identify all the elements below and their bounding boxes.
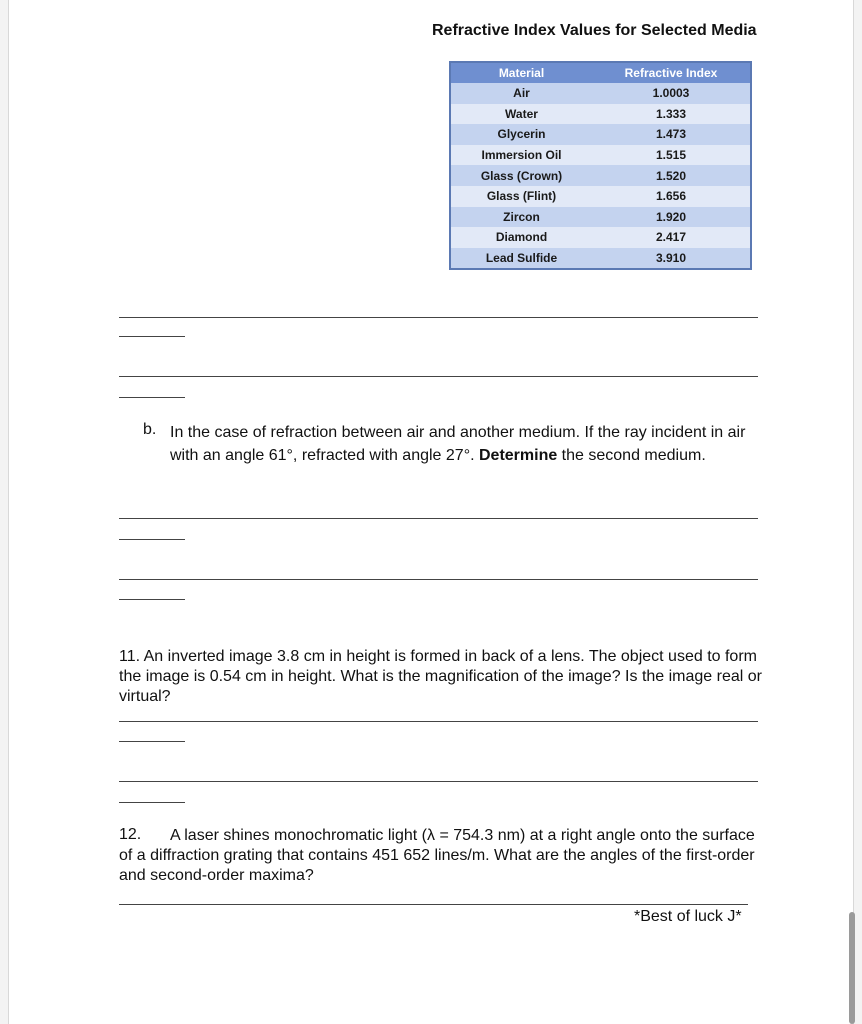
material-cell: Diamond bbox=[450, 227, 592, 248]
answer-line bbox=[119, 397, 185, 398]
answer-line bbox=[119, 781, 758, 782]
answer-line bbox=[119, 599, 185, 600]
material-cell: Zircon bbox=[450, 207, 592, 228]
answer-line bbox=[119, 518, 758, 519]
refractive-index-table bbox=[449, 61, 752, 270]
question-11-text: 11. An inverted image 3.8 cm in height is formed in back of a lens. The object used to form the image is 0.54 cm in height. What is the magnification of the image? Is the image real or virtual? bbox=[119, 648, 762, 705]
table-row bbox=[450, 124, 751, 145]
answer-line bbox=[119, 802, 185, 803]
index-cell: 1.333 bbox=[592, 104, 751, 125]
index-cell: 1.515 bbox=[592, 145, 751, 166]
question-b-text bbox=[170, 421, 770, 467]
table-row bbox=[450, 248, 751, 270]
table-row bbox=[450, 83, 751, 104]
table-row bbox=[450, 227, 751, 248]
table-row bbox=[450, 207, 751, 228]
material-cell: Immersion Oil bbox=[450, 145, 592, 166]
answer-line bbox=[119, 741, 185, 742]
index-cell: 1.473 bbox=[592, 124, 751, 145]
column-header-refractive-index: Refractive Index bbox=[592, 62, 751, 83]
material-cell: Glycerin bbox=[450, 124, 592, 145]
question-b-emphasis: Determine bbox=[478, 447, 558, 464]
question-12-text: A laser shines monochromatic light (λ = 754.3 nm) at a right angle onto the surface of a diffraction grating that contains 451 652 lines/m. What are the angles of the first-order and second-order maxima? bbox=[119, 827, 755, 884]
material-cell: Glass (Flint) bbox=[450, 186, 592, 207]
material-cell: Water bbox=[450, 104, 592, 125]
index-cell: 1.920 bbox=[592, 207, 751, 228]
answer-line bbox=[119, 317, 758, 318]
answer-line bbox=[119, 539, 185, 540]
question-12-number: 12. bbox=[119, 826, 142, 843]
answer-line bbox=[119, 376, 758, 377]
index-cell: 1.0003 bbox=[592, 83, 751, 104]
table-row bbox=[450, 104, 751, 125]
material-cell: Air bbox=[450, 83, 592, 104]
table-title: Refractive Index Values for Selected Media bbox=[432, 22, 757, 39]
question-b-text-part2: the second medium. bbox=[557, 447, 706, 464]
answer-line bbox=[119, 904, 748, 905]
material-cell: Glass (Crown) bbox=[450, 165, 592, 186]
answer-line bbox=[119, 579, 758, 580]
index-cell: 1.656 bbox=[592, 186, 751, 207]
question-b-label: b. bbox=[143, 421, 157, 438]
column-header-material: Material bbox=[450, 62, 592, 83]
index-cell: 1.520 bbox=[592, 165, 751, 186]
answer-line bbox=[119, 336, 185, 337]
table-row bbox=[450, 165, 751, 186]
closing-note: *Best of luck J* bbox=[634, 908, 742, 925]
table-row bbox=[450, 145, 751, 166]
answer-line bbox=[119, 721, 758, 722]
material-cell: Lead Sulfide bbox=[450, 248, 592, 270]
index-cell: 3.910 bbox=[592, 248, 751, 270]
question-b-text-part1: In the case of refraction between air and another medium. If the ray incident in air with an angle 61°, refracted with angle 27°. bbox=[170, 424, 746, 464]
scrollbar-thumb[interactable] bbox=[849, 912, 855, 1024]
table-row bbox=[450, 186, 751, 207]
index-cell: 2.417 bbox=[592, 227, 751, 248]
